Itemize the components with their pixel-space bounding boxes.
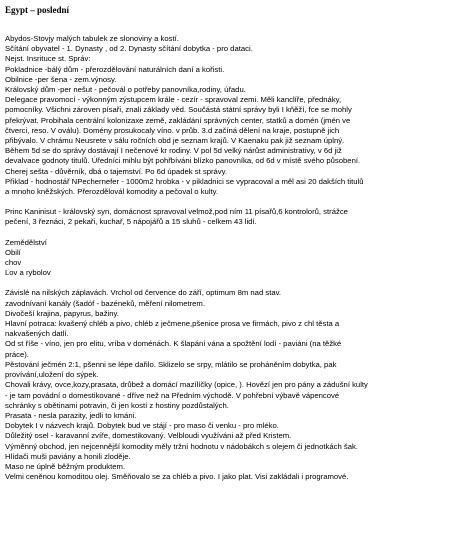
text-line: Nejst. Insrituce st. Správ:: [5, 54, 91, 64]
paragraph-gap: [5, 228, 469, 238]
text-line: chov: [5, 258, 22, 268]
text-line: Pěstování ječmén 2:1, pšenni se lépe dařilo. Sklizelo se srpy, mlátilo se proháněním dobytka, pak: [5, 359, 337, 369]
text-line: schránky s obětinami potravin, či jen kostí z hostiny pozdůstalých.: [5, 400, 229, 410]
text-line: Přiklad - hodnostář NPechernefer - 1000m2 hrobka - v pikladnici se vypracoval a měl asi 20 dakších titulů: [5, 176, 364, 186]
document: [5, 4, 469, 482]
text-line: pečení, 3 řeznáci, 2 pekaři, kuchař, 5 nápojářů a 15 sluhů - celkem 43 lidí.: [5, 217, 257, 227]
paragraph: [5, 238, 469, 279]
document-body: [5, 34, 469, 482]
text-line: devalvace godnoty titulů. Úředníci mihlu být pohřbíváni blízko panovníka, od 6d v místě svého působení.: [5, 156, 361, 166]
text-line: Maso ne úplně běžným produktem.: [5, 461, 126, 471]
text-line: Lov a rybolov: [5, 268, 51, 278]
text-line: Královský dům -per nešut - pečovál o potřeby panovníka,rodiny, úřadu.: [5, 85, 246, 95]
text-line: čtverci, reso. V oválu). Domény prosukocaly víno. v průb. 3.d začíná dělení na kraje, postupně jich: [5, 125, 340, 135]
text-line: Obilnice -per šena - zem.výnosy.: [5, 74, 117, 84]
text-line: Princ Kaninisut - královský syn, domácnost spravoval velmož,pod ním 11 písařů,6 kontrolorů, strážce: [5, 207, 348, 217]
text-line: Pokladnice -bálý dům - přerozdělování naturálních daní a kořisti.: [5, 64, 225, 74]
text-line: - je tam povádní o domestikované - dříve než na Předním východě. V pohřební výbavě vápencové: [5, 390, 340, 400]
text-line: Během 5d se do správy dostávají I nečenové kr rodiny. V pol 5d velký nárůst administrativy, v 6d již: [5, 146, 342, 156]
text-line: Výměnný obchod, jen nejcennější komodity měly tržní hodnotu v nádobákch s olejem či jednotkách šak.: [5, 441, 358, 451]
text-line: Zemědělství: [5, 237, 47, 247]
text-line: Divočeší krajina, papyrus, bažiny.: [5, 308, 119, 318]
text-line: a mnoho kněžských. Přerozdělovál komodity a pečoval o kulty.: [5, 187, 219, 197]
text-line: přibývalo. V chrámu Neusrete v sálu ročních obd je seznam krajů. V Kaenaku pak již seznam úplný.: [5, 136, 345, 146]
paragraph-gap: [5, 278, 469, 288]
text-line: překrývat. Probihala centrální kolonizaxe země, zakládání správných center, statků a domén (jmén ve: [5, 115, 351, 125]
text-line: práce).: [5, 349, 29, 359]
text-line: Obilí: [5, 247, 21, 257]
paragraph: [5, 288, 469, 482]
text-line: Velmi ceněnou komoditou olej. Směňovalo se za chléb a pivo. I jako plat. Visi zakládali i programové.: [5, 472, 349, 482]
paragraph: [5, 207, 469, 227]
paragraph: [5, 34, 469, 197]
text-line: provívání,uložení do sýpek.: [5, 370, 99, 380]
text-line: Delegace pravomocí - výkonným zýstupcem krále - cezír - spravoval zemi. Měli kanclíře, přednáky,: [5, 95, 342, 105]
text-line: nakvašených datlí.: [5, 329, 69, 339]
text-line: Prasata - nesla parazity, jedli to kmáni.: [5, 410, 137, 420]
text-line: Od st říše - víno, jen pro elitu, vríba v doménách. K šlapání vána a spožtění lodí - paviáni (na těžké: [5, 339, 342, 349]
document-title: Egypt – poslední: [5, 5, 70, 15]
text-line: Hlavní potraca: kvašený chléb a pivo, chléb z ječmene,pšenice prosa ve firmách, pivo z chl těsta a: [5, 319, 340, 329]
text-line: Chovali krávy, ovce,kozy,prasata, drůbež a domácí mazílíčky (opice, ). Hovězí jen pro pány a zádušní kulty: [5, 380, 368, 390]
text-line: zavodnívaní kanály (šadóf - bazéneků, měření nilometrem.: [5, 298, 205, 308]
text-line: Hlídači muši paviány a honili zloděje.: [5, 451, 131, 461]
text-line: Důležitý osel - karavanní zvíře, domestikovaný. Velbloudi využíváni až před Kristem.: [5, 431, 292, 441]
text-line: Závislé na nilských záplavách. Vrchol od července do září, optimum 8m nad stav.: [5, 288, 282, 298]
text-line: Dobytek I v názvech krajů. Dobytek bud ve stájí - pro maso či venku - pro mléko.: [5, 421, 279, 431]
text-line: Sčítání obyvatel - 1. Dynasty , od 2. Dynasty sčítání dobytka - pro dataci.: [5, 44, 253, 54]
paragraph-gap: [5, 197, 469, 207]
text-line: Cherej sešta - důvěrník, dbá o tajemství. Po 6d úpadek st správy.: [5, 166, 228, 176]
text-line: Abydos-Stovjy malých tabulek ze slonoviny a kostí.: [5, 34, 179, 43]
text-line: pomocníky. Všichni zároven písaři, znali základy věd. Součástá státní správy byli I kňěží, fce se mohly: [5, 105, 352, 115]
